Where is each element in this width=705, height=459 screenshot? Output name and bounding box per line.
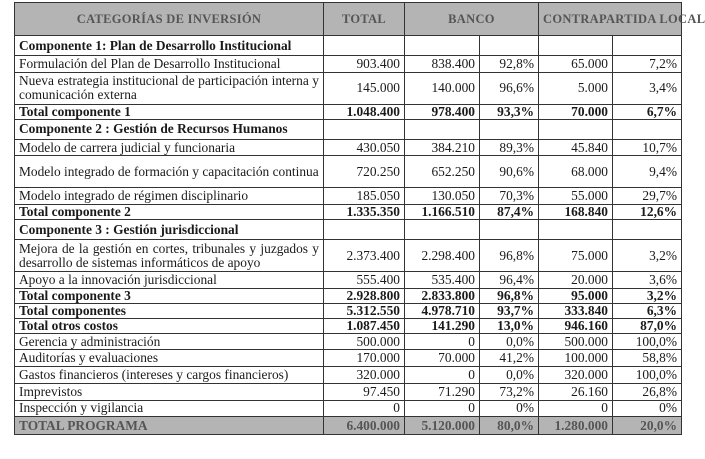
local-cell: 320.000 <box>539 367 613 384</box>
empty-cell <box>539 220 613 240</box>
bank-cell: 140.000 <box>405 72 480 104</box>
local-pct-cell: 100,0% <box>613 333 682 350</box>
bank-cell: 652.250 <box>405 156 480 188</box>
header-local: CONTRAPARTIDA LOCAL <box>539 3 682 36</box>
category-label: Total componentes <box>15 303 324 318</box>
empty-cell <box>324 220 405 240</box>
bank-cell: 0 <box>405 400 480 417</box>
category-label: Gerencia y administración <box>15 333 324 350</box>
section-header-row <box>15 36 682 56</box>
bank-pct-cell: 96,4% <box>480 272 539 289</box>
bank-pct-cell: 0,0% <box>480 333 539 350</box>
local-cell: 55.000 <box>539 188 613 205</box>
bank-pct-cell: 96,8% <box>480 240 539 272</box>
table-row <box>15 139 682 156</box>
empty-cell <box>539 36 613 56</box>
empty-cell <box>480 36 539 56</box>
local-pct-cell: 6,7% <box>613 104 682 119</box>
bank-pct-cell: 93,7% <box>480 303 539 318</box>
category-label: Formulación del Plan de Desarrollo Institucional <box>15 56 324 73</box>
empty-cell <box>324 119 405 139</box>
empty-cell <box>613 220 682 240</box>
local-pct-cell: 3,2% <box>613 288 682 303</box>
local-pct-cell: 0% <box>613 400 682 417</box>
empty-cell <box>613 119 682 139</box>
total-cell: 2.928.800 <box>324 288 405 303</box>
local-cell: 946.160 <box>539 318 613 333</box>
section-label: Componente 1: Plan de Desarrollo Institucional <box>15 36 324 56</box>
header-bank: BANCO <box>405 3 539 36</box>
bank-cell: 384.210 <box>405 139 480 156</box>
local-cell: 70.000 <box>539 104 613 119</box>
bank-cell: 2.298.400 <box>405 240 480 272</box>
local-cell: 100.000 <box>539 350 613 367</box>
header-row <box>15 3 682 36</box>
total-cell: 320.000 <box>324 367 405 384</box>
bank-cell: 978.400 <box>405 104 480 119</box>
bank-pct-cell: 87,4% <box>480 205 539 220</box>
local-pct-cell: 20,0% <box>613 417 682 435</box>
bank-cell: 0 <box>405 367 480 384</box>
local-cell: 333.840 <box>539 303 613 318</box>
category-label: Auditorías y evaluaciones <box>15 350 324 367</box>
table-row <box>15 188 682 205</box>
local-pct-cell: 7,2% <box>613 56 682 73</box>
total-cell: 555.400 <box>324 272 405 289</box>
category-label: Modelo integrado de formación y capacitación continua <box>15 156 324 188</box>
local-pct-cell: 12,6% <box>613 205 682 220</box>
category-label: Total componente 1 <box>15 104 324 119</box>
bank-pct-cell: 80,0% <box>480 417 539 435</box>
local-pct-cell: 26,8% <box>613 383 682 400</box>
table-row <box>15 156 682 188</box>
local-cell: 26.160 <box>539 383 613 400</box>
bank-pct-cell: 93,3% <box>480 104 539 119</box>
total-cell: 903.400 <box>324 56 405 73</box>
subtotal-row <box>15 288 682 303</box>
total-cell: 1.087.450 <box>324 318 405 333</box>
local-cell: 5.000 <box>539 72 613 104</box>
local-cell: 65.000 <box>539 56 613 73</box>
local-pct-cell: 10,7% <box>613 139 682 156</box>
local-cell: 20.000 <box>539 272 613 289</box>
total-cell: 0 <box>324 400 405 417</box>
local-pct-cell: 29,7% <box>613 188 682 205</box>
empty-cell <box>480 220 539 240</box>
local-pct-cell: 6,3% <box>613 303 682 318</box>
category-label: Total componente 2 <box>15 205 324 220</box>
table-row <box>15 350 682 367</box>
bank-cell: 1.166.510 <box>405 205 480 220</box>
bank-cell: 130.050 <box>405 188 480 205</box>
bank-cell: 535.400 <box>405 272 480 289</box>
section-header-row <box>15 220 682 240</box>
bank-cell: 70.000 <box>405 350 480 367</box>
bank-cell: 2.833.800 <box>405 288 480 303</box>
investment-table <box>14 2 705 435</box>
total-cell: 170.000 <box>324 350 405 367</box>
local-pct-cell: 100,0% <box>613 367 682 384</box>
local-cell: 0 <box>539 400 613 417</box>
table-row <box>15 383 682 400</box>
empty-cell <box>405 36 480 56</box>
bank-pct-cell: 0,0% <box>480 367 539 384</box>
bank-pct-cell: 13,0% <box>480 318 539 333</box>
bank-cell: 838.400 <box>405 56 480 73</box>
total-cell: 97.450 <box>324 383 405 400</box>
empty-cell <box>405 119 480 139</box>
bank-pct-cell: 73,2% <box>480 383 539 400</box>
total-cell: 430.050 <box>324 139 405 156</box>
table-row <box>15 272 682 289</box>
header-total: TOTAL <box>324 3 405 36</box>
local-pct-cell: 58,8% <box>613 350 682 367</box>
local-cell: 68.000 <box>539 156 613 188</box>
header-category: CATEGORÍAS DE INVERSIÓN <box>15 3 324 36</box>
empty-cell <box>539 119 613 139</box>
local-cell: 45.840 <box>539 139 613 156</box>
category-label: Apoyo a la innovación jurisdiccional <box>15 272 324 289</box>
table-row <box>15 367 682 384</box>
bank-cell: 4.978.710 <box>405 303 480 318</box>
category-label: Nueva estrategia institucional de participación interna y comunicación externa <box>15 72 324 104</box>
local-cell: 95.000 <box>539 288 613 303</box>
subtotal-row <box>15 303 682 318</box>
total-cell: 1.048.400 <box>324 104 405 119</box>
category-label: Total otros costos <box>15 318 324 333</box>
total-cell: 185.050 <box>324 188 405 205</box>
bank-pct-cell: 90,6% <box>480 156 539 188</box>
table-row <box>15 400 682 417</box>
section-label: Componente 3 : Gestión jurisdiccional <box>15 220 324 240</box>
table-row <box>15 333 682 350</box>
total-cell: 720.250 <box>324 156 405 188</box>
bank-cell: 5.120.000 <box>405 417 480 435</box>
empty-cell <box>324 36 405 56</box>
bank-pct-cell: 96,8% <box>480 288 539 303</box>
table-row <box>15 56 682 73</box>
grand-total-row <box>15 417 682 435</box>
subtotal-row <box>15 104 682 119</box>
bank-pct-cell: 0% <box>480 400 539 417</box>
table-row <box>15 240 682 272</box>
local-cell: 75.000 <box>539 240 613 272</box>
local-cell: 1.280.000 <box>539 417 613 435</box>
section-header-row <box>15 119 682 139</box>
total-cell: 500.000 <box>324 333 405 350</box>
category-label: Gastos financieros (intereses y cargos financieros) <box>15 367 324 384</box>
total-cell: 5.312.550 <box>324 303 405 318</box>
subtotal-row <box>15 318 682 333</box>
category-label: Mejora de la gestión en cortes, tribunales y juzgados y desarrollo de sistemas informáticos de apoyo <box>15 240 324 272</box>
category-label: Imprevistos <box>15 383 324 400</box>
bank-cell: 71.290 <box>405 383 480 400</box>
total-cell: 145.000 <box>324 72 405 104</box>
table-row <box>15 72 682 104</box>
category-label: Modelo integrado de régimen disciplinario <box>15 188 324 205</box>
local-pct-cell: 9,4% <box>613 156 682 188</box>
total-cell: 2.373.400 <box>324 240 405 272</box>
local-pct-cell: 3,6% <box>613 272 682 289</box>
bank-cell: 0 <box>405 333 480 350</box>
total-cell: 6.400.000 <box>324 417 405 435</box>
category-label: Modelo de carrera judicial y funcionaria <box>15 139 324 156</box>
bank-pct-cell: 41,2% <box>480 350 539 367</box>
category-label: TOTAL PROGRAMA <box>15 417 324 435</box>
bank-cell: 141.290 <box>405 318 480 333</box>
bank-pct-cell: 89,3% <box>480 139 539 156</box>
local-cell: 500.000 <box>539 333 613 350</box>
category-label: Total componente 3 <box>15 288 324 303</box>
local-cell: 168.840 <box>539 205 613 220</box>
bank-pct-cell: 96,6% <box>480 72 539 104</box>
empty-cell <box>480 119 539 139</box>
bank-pct-cell: 92,8% <box>480 56 539 73</box>
category-label: Inspección y vigilancia <box>15 400 324 417</box>
total-cell: 1.335.350 <box>324 205 405 220</box>
local-pct-cell: 3,4% <box>613 72 682 104</box>
bank-pct-cell: 70,3% <box>480 188 539 205</box>
section-label: Componente 2 : Gestión de Recursos Humanos <box>15 119 324 139</box>
empty-cell <box>405 220 480 240</box>
subtotal-row <box>15 205 682 220</box>
local-pct-cell: 87,0% <box>613 318 682 333</box>
local-pct-cell: 3,2% <box>613 240 682 272</box>
empty-cell <box>613 36 682 56</box>
